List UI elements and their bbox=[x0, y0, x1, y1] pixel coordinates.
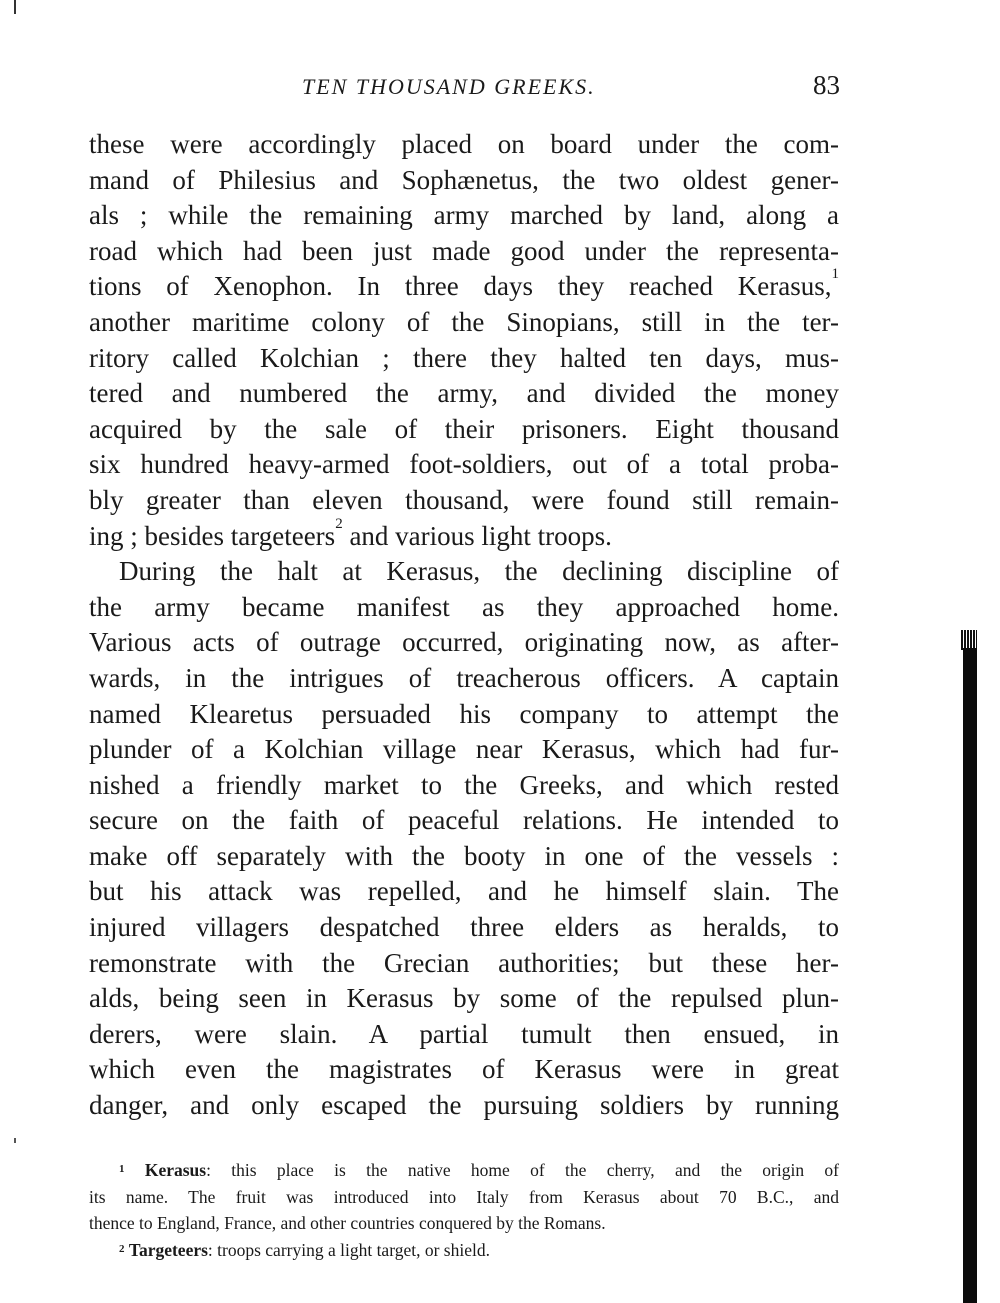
text-line: derers, were slain. A partial tumult then ensued, in bbox=[89, 1018, 839, 1049]
text-line: secure on the faith of peaceful relations. He intended to bbox=[89, 805, 839, 836]
text-line: make off separately with the booty in one of the vessels : bbox=[89, 840, 839, 871]
page-number: 83 bbox=[813, 70, 840, 100]
text-line: which even the magistrates of Kerasus were in great bbox=[89, 1054, 839, 1085]
text-line: bly greater than eleven thousand, were found still remain- bbox=[89, 484, 839, 515]
text-line: named Klearetus persuaded his company to attempt the bbox=[89, 698, 839, 729]
text-line: remonstrate with the Grecian authorities; but these her- bbox=[89, 947, 839, 978]
text-line: six hundred heavy-armed foot-soldiers, out of a total proba- bbox=[89, 449, 839, 480]
footnote-number: 1 bbox=[119, 1163, 125, 1175]
scan-mark bbox=[14, 1138, 16, 1143]
text-segment: tions of Xenophon. In three days they reached Kerasus, bbox=[89, 271, 832, 302]
scan-edge-shadow bbox=[963, 648, 977, 1303]
text-line bbox=[89, 515, 839, 555]
scan-mark bbox=[14, 0, 16, 14]
text-line: road which had been just made good under the representa- bbox=[89, 235, 839, 266]
footnote-ref: 1 bbox=[831, 266, 839, 283]
text-line: nished a friendly market to the Greeks, and which rested bbox=[89, 769, 839, 800]
text-line: During the halt at Kerasus, the declining discipline of bbox=[119, 556, 839, 587]
footnotes bbox=[89, 1157, 839, 1263]
footnote-term: Kerasus bbox=[144, 1160, 207, 1180]
text-line: wards, in the intrigues of treacherous officers. A captain bbox=[89, 662, 839, 693]
text-line: but his attack was repelled, and he himself slain. The bbox=[89, 876, 839, 907]
text-line: Various acts of outrage occurred, originating now, as after- bbox=[89, 627, 839, 658]
footnote-ref: 2 bbox=[335, 515, 343, 532]
footnote-1 bbox=[89, 1157, 839, 1184]
text-line: injured villagers despatched three elders as heralds, to bbox=[89, 912, 839, 943]
text-line: these were accordingly placed on board under the com- bbox=[89, 129, 839, 159]
text-line: mand of Philesius and Sophænetus, the two oldest gener- bbox=[89, 164, 839, 195]
footnote-text: : this place is the native home of the cherry, and the origin of bbox=[206, 1160, 839, 1180]
text-line bbox=[89, 266, 839, 305]
running-title: TEN THOUSAND GREEKS. bbox=[302, 74, 596, 99]
running-head bbox=[90, 70, 840, 106]
footnote-text: : troops carrying a light target, or shield. bbox=[207, 1239, 490, 1260]
scan-edge-shadow bbox=[961, 630, 977, 650]
text-line: ritory called Kolchian ; there they halted ten days, mus- bbox=[89, 342, 839, 373]
footnote-2 bbox=[89, 1237, 839, 1264]
text-line: another maritime colony of the Sinopians, still in the ter- bbox=[89, 306, 839, 337]
text-segment: and various light troops. bbox=[342, 520, 612, 551]
text-line: plunder of a Kolchian village near Kerasus, which had fur- bbox=[89, 734, 839, 765]
body-text bbox=[89, 127, 839, 1124]
footnote-line: thence to England, France, and other countries conquered by the Romans. bbox=[89, 1213, 606, 1233]
footnote-term: Targeteers bbox=[128, 1239, 208, 1260]
text-line: alds, being seen in Kerasus by some of the repulsed plun- bbox=[89, 983, 839, 1014]
footnote-line: its name. The fruit was introduced into Italy from Kerasus about 70 B.C., and bbox=[89, 1186, 839, 1207]
text-line: acquired by the sale of their prisoners. Eight thousand bbox=[89, 413, 839, 444]
text-segment: ing ; besides targeteers bbox=[89, 520, 336, 551]
text-line: als ; while the remaining army marched by land, along a bbox=[89, 200, 839, 231]
text-line: tered and numbered the army, and divided the money bbox=[89, 378, 839, 409]
text-line: danger, and only escaped the pursuing soldiers by running bbox=[89, 1090, 839, 1121]
text-line: the army became manifest as they approached home. bbox=[89, 591, 839, 622]
footnote-number: 2 bbox=[119, 1242, 125, 1255]
